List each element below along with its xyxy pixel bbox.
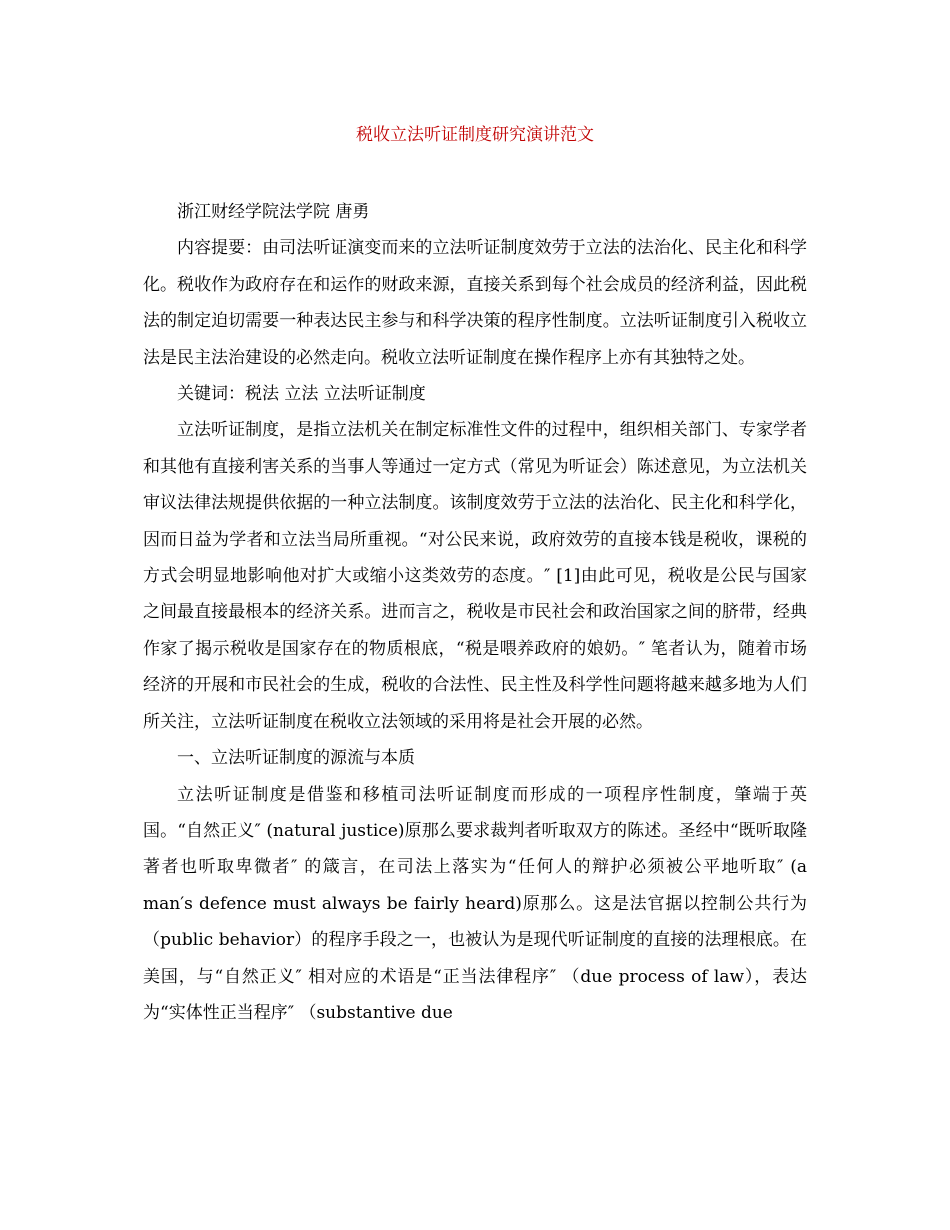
document-title: 税收立法听证制度研究演讲范文 — [356, 125, 594, 145]
section-heading: 一、立法听证制度的源流与本质 — [177, 748, 415, 769]
body-paragraph: 立法听证制度是借鉴和移植司法听证制度而形成的一项程序性制度，肇端于英国。“自然正义″ (natural justice)原那么要求裁判者听取双方的陈述。圣经中“既听取隆著者也听取卑微者″ 的箴言，在司法上落实为“任何人的辩护必须被公平地听取″ (a man′s defence must always be fairly heard)原那么。这是法官据以控制公共行为（public behavior）的程序手段之一，也被认为是现代听证制度的直接的法理根底。在美国，与“自然正义″ 相对应的术语是“正当法律程序″ （due process of law），表达为“实体性正当程序″ （substantive due — [143, 784, 807, 1023]
body-paragraph: 立法听证制度，是指立法机关在制定标准性文件的过程中，组织相关部门、专家学者和其他有直接利害关系的当事人等通过一定方式（常见为听证会）陈述意见，为立法机关审议法律法规提供依据的一种立法制度。该制度效劳于立法的法治化、民主化和科学化，因而日益为学者和立法当局所重视。“对公民来说，政府效劳的直接本钱是税收，课税的方式会明显地影响他对扩大或缩小这类效劳的态度。″ [1]由此可见，税收是公民与国家之间最直接最根本的经济关系。进而言之，税收是市民社会和政治国家之间的脐带，经典作家了揭示税收是国家存在的物质根底，“税是喂养政府的娘奶。″ 笔者认为，随着市场经济的开展和市民社会的生成，税收的合法性、民主性及科学性问题将越来越多地为人们所关注，立法听证制度在税收立法领域的采用将是社会开展的必然。 — [143, 420, 807, 732]
author-line: 浙江财经学院法学院 唐勇 — [177, 202, 370, 222]
keywords-line: 关键词：税法 立法 立法听证制度 — [177, 384, 426, 405]
document-body — [143, 194, 807, 1031]
abstract-paragraph: 内容提要：由司法听证演变而来的立法听证制度效劳于立法的法治化、民主化和科学化。税收作为政府存在和运作的财政来源，直接关系到每个社会成员的经济利益，因此税法的制定迫切需要一种表达民主参与和科学决策的程序性制度。立法听证制度引入税收立法是民主法治建设的必然走向。税收立法听证制度在操作程序上亦有其独特之处。 — [143, 238, 807, 368]
